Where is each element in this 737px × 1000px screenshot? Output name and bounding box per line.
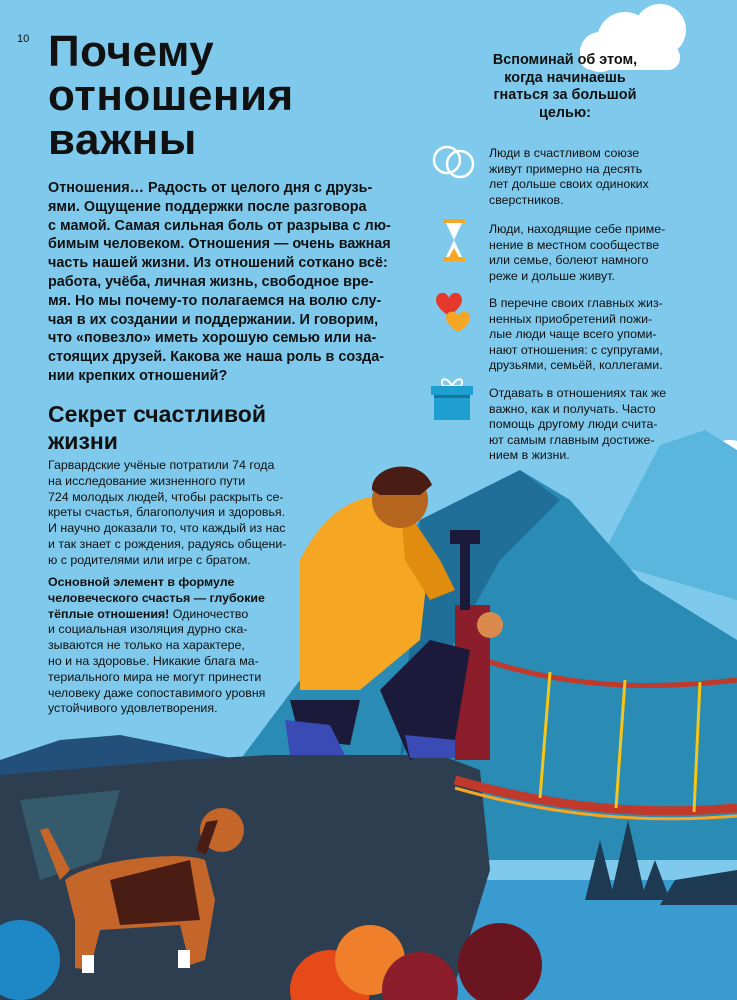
tip-line: живут примерно на десять: [489, 161, 643, 176]
tip-line: нение в местном сообществе: [489, 237, 660, 252]
tip-line: важно, как и получать. Часто: [489, 401, 656, 416]
tip-line: реже и дольше живут.: [489, 268, 615, 283]
lead-line: Отношения… Радость от целого дня с друзь-: [48, 180, 373, 196]
paragraph-line: устойчивого удовлетворения.: [48, 701, 218, 716]
lead-paragraph: [48, 179, 412, 386]
lead-line: ями. Ощущение поддержки после разговора: [48, 198, 367, 215]
tip-line: или семье, болеют намного: [489, 253, 649, 267]
paragraph-line: 724 молодых людей, чтобы раскрыть се-: [48, 489, 284, 504]
lead-line: с мамой. Самая сильная боль от разрыва с лю-: [48, 217, 391, 234]
lead-line: стоящих друзей. Какова же наша роль в созда-: [48, 349, 385, 366]
tip-line: друзьями, семьёй, коллегами.: [489, 358, 663, 372]
paragraph-line: териального мира не могут принести: [48, 669, 262, 684]
highlight-line: Основной элемент в формуле: [48, 575, 235, 589]
tip-line: лые люди чаще всего упоми-: [489, 327, 657, 341]
page-number: 10: [17, 33, 30, 45]
title-line-3: важны: [48, 115, 197, 164]
section-heading: [48, 401, 348, 455]
sidebar-heading-line: когда начинаешь: [504, 69, 626, 86]
tip-line: В перечне своих главных жиз-: [489, 296, 663, 310]
tip-line: ненных приобретений пожи-: [489, 311, 653, 326]
tip-line: Люди, находящие себе приме-: [489, 222, 666, 236]
title-line-1: Почему: [48, 27, 215, 76]
lead-line: мя. Но мы почему-то полагаемся на волю слу-: [48, 292, 382, 309]
hearts-icon: [432, 290, 474, 334]
lead-line: нии крепких отношений?: [48, 367, 228, 384]
paragraph-line: креты счастья, благополучия и здоровья.: [48, 505, 286, 520]
lead-line: бимым человеком. Отношения — очень важная: [48, 236, 391, 253]
sidebar-tip: [489, 222, 719, 284]
tip-line: сверстников.: [489, 192, 564, 207]
paragraph-line: зываются не только на характере,: [48, 638, 245, 653]
lead-line: работа, учёба, личная жизнь, свободное вре-: [48, 273, 374, 290]
tip-line: Люди в счастливом союзе: [489, 146, 640, 160]
sidebar-heading-line: Вспоминай об этом,: [492, 52, 638, 68]
section-paragraph-1: [48, 458, 308, 569]
rings-icon: [430, 138, 478, 184]
sidebar-tip: [489, 296, 719, 374]
section-heading-line-2: жизни: [48, 428, 118, 454]
tip-line: нием в жизни.: [489, 448, 570, 462]
paragraph-line: на исследование жизненного пути: [48, 473, 246, 488]
paragraph-line: Одиночество: [169, 606, 249, 621]
section-heading-line-1: Секрет счастливой: [48, 401, 266, 427]
lead-line: чая в их создании и поддержании. И говорим,: [48, 311, 379, 328]
paragraph-line: человеку даже сопоставимого уровня: [48, 685, 266, 700]
title-line-2: отношения: [48, 71, 294, 120]
highlight-line: человеческого счастья — глубокие: [48, 590, 265, 605]
lead-line: что «повезло» иметь хорошую семью или на-: [48, 330, 377, 347]
sidebar-tip: [489, 146, 719, 208]
tip-line: Отдавать в отношениях так же: [489, 386, 667, 400]
tip-line: лет дольше своих одиноких: [489, 177, 649, 191]
paragraph-line: ю с родителями или игре с братом.: [48, 552, 251, 567]
paragraph-line: И научно доказали то, что каждый из нас: [48, 521, 286, 536]
paragraph-line: но и на здоровье. Никакие блага ма-: [48, 653, 259, 668]
sidebar-tip: [489, 386, 719, 464]
tip-line: нают отношения: с супругами,: [489, 342, 663, 357]
paragraph-line: Гарвардские учёные потратили 74 года: [48, 458, 275, 472]
tip-line: ют самым главным достиже-: [489, 432, 655, 447]
lead-line: часть нашей жизни. Из отношений соткано всё:: [48, 255, 388, 272]
sidebar-heading-line: целью:: [539, 104, 591, 121]
gift-icon: [429, 372, 475, 422]
sidebar-heading: [470, 52, 660, 122]
section-paragraph-2: [48, 575, 308, 717]
hourglass-icon: [441, 218, 467, 262]
page-title: [48, 27, 294, 164]
paragraph-line: и так знает с рождения, радуясь общени-: [48, 536, 287, 551]
sidebar-heading-line: гнаться за большой: [493, 87, 637, 103]
tip-line: помощь другому люди счита-: [489, 417, 658, 431]
paragraph-line: и социальная изоляция дурно ска-: [48, 622, 248, 637]
highlight-line: тёплые отношения!: [48, 606, 170, 621]
